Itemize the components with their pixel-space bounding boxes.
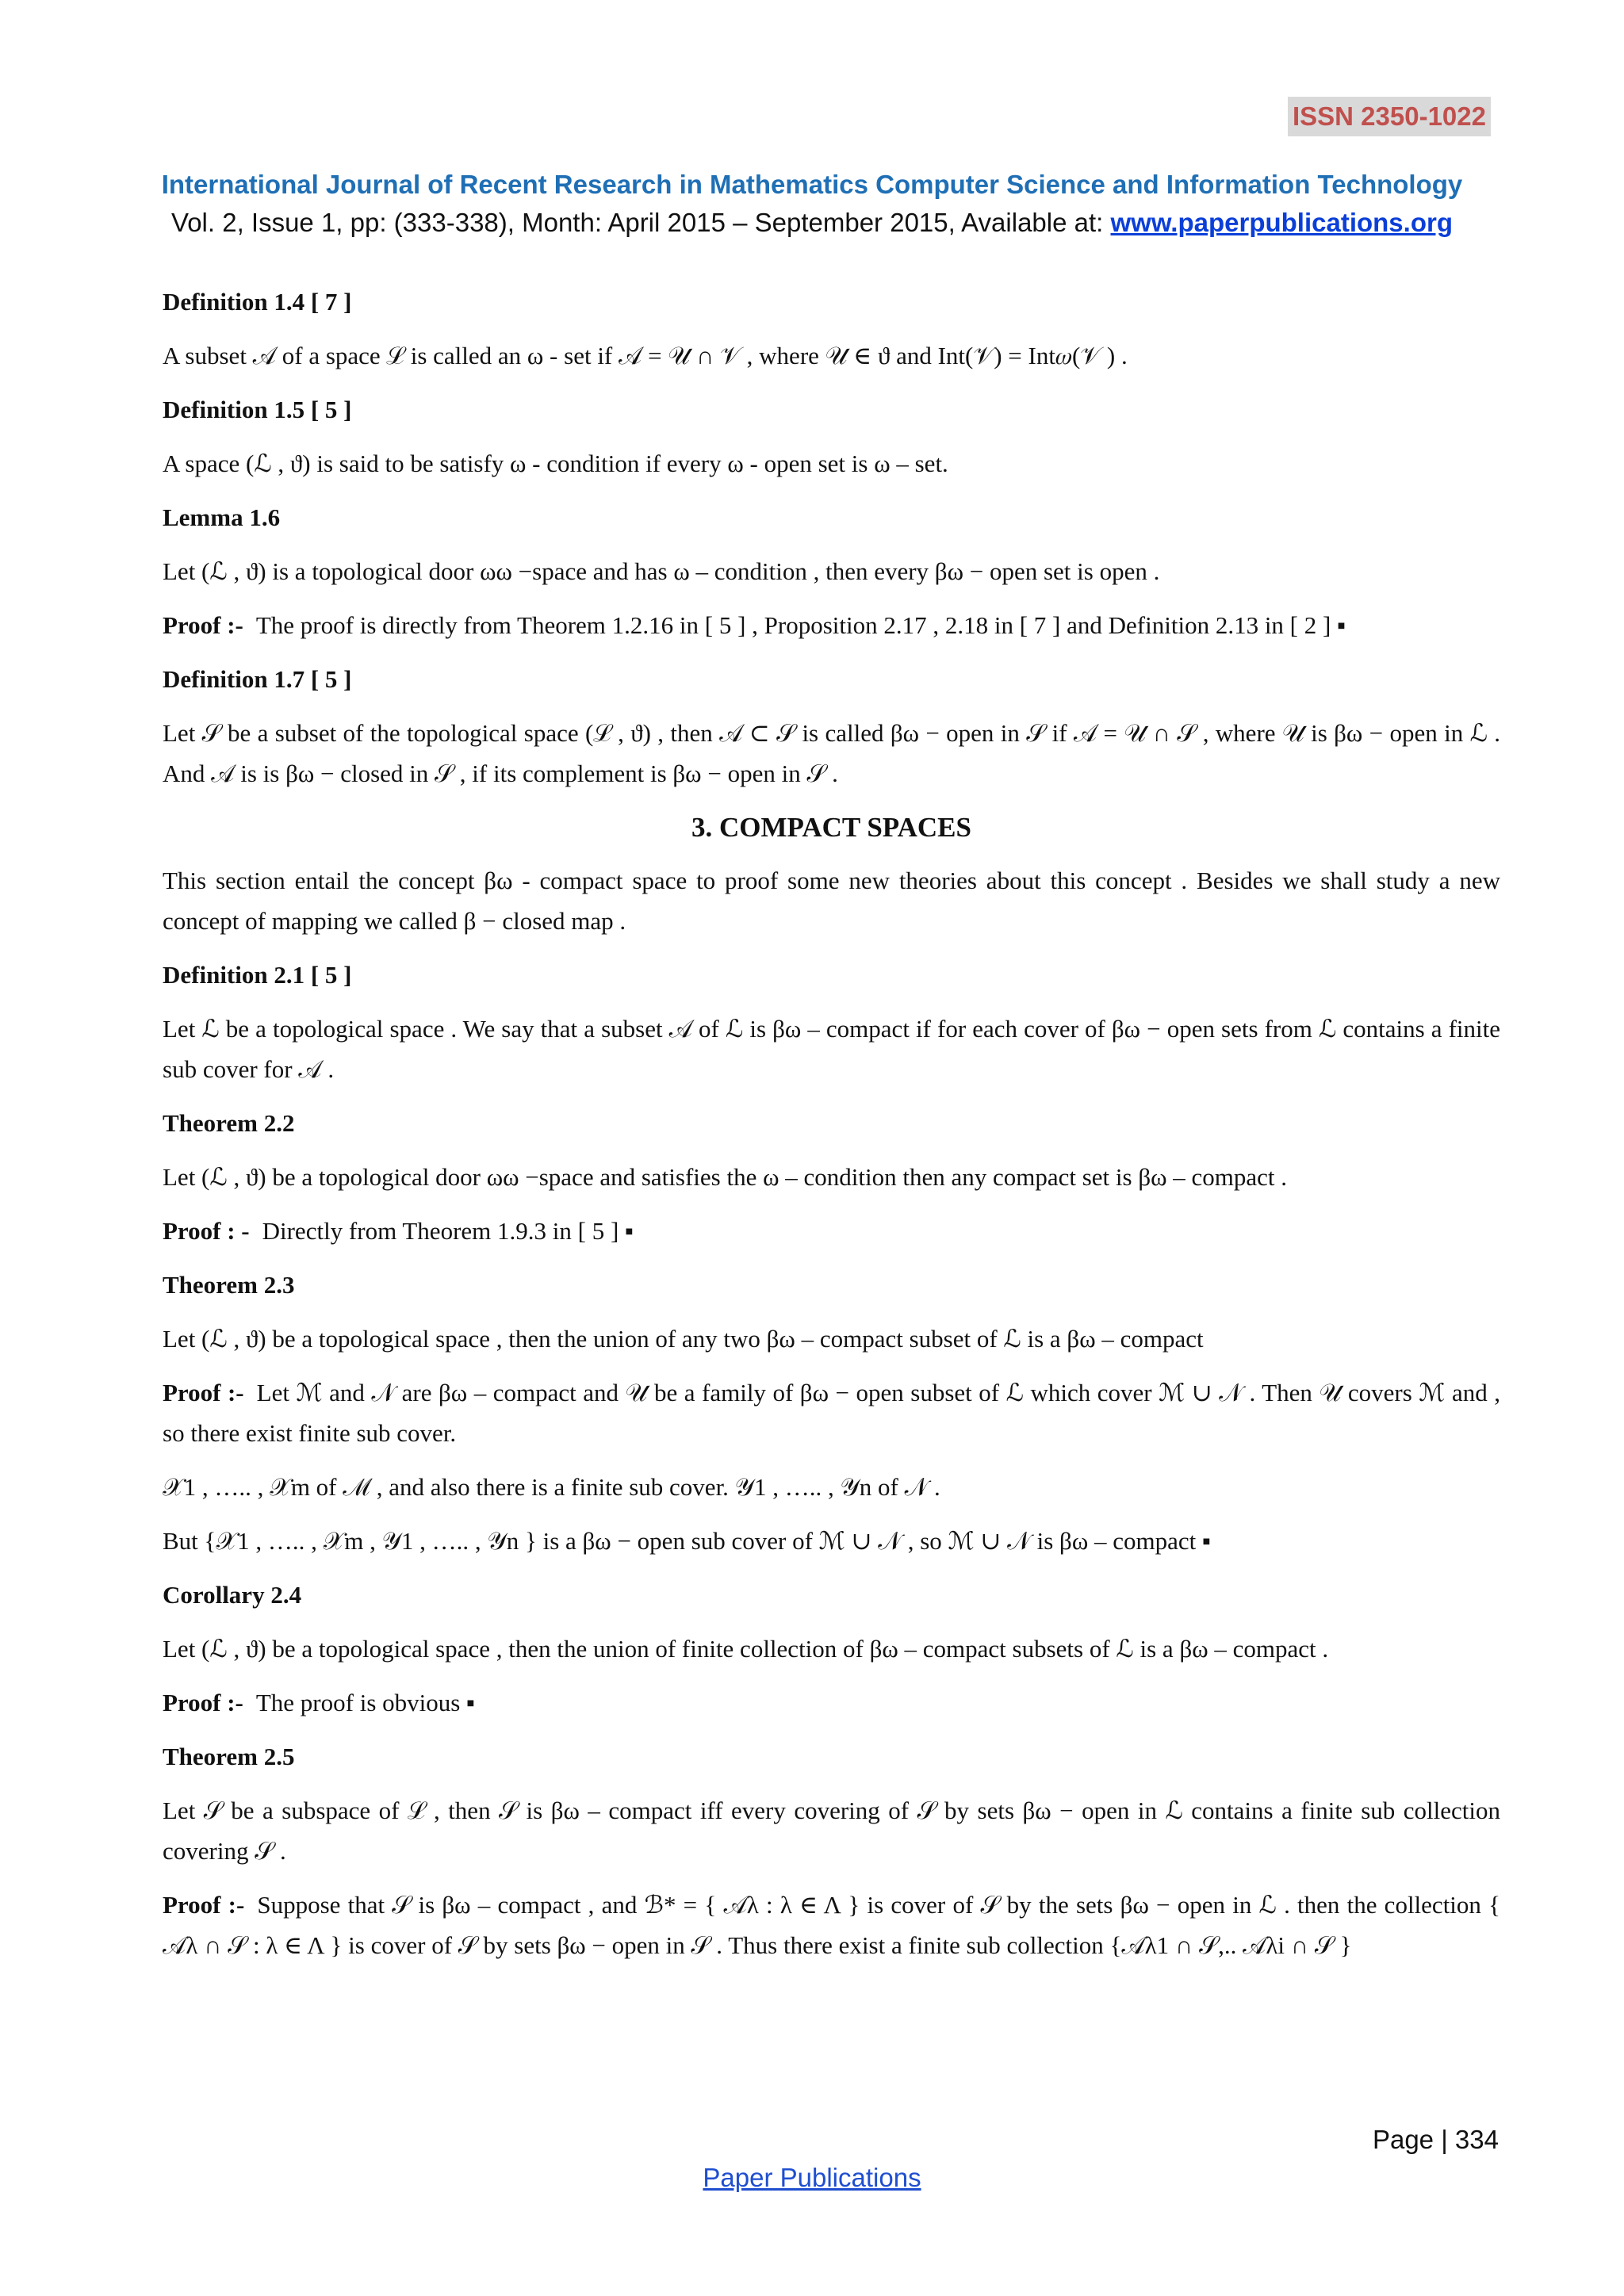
paragraph-text: Directly from Theorem 1.9.3 in [ 5 ] ▪	[262, 1217, 634, 1245]
section-heading: 3. COMPACT SPACES	[691, 812, 971, 843]
paragraph	[163, 1467, 1500, 1507]
paragraph-text: Let 𝒮 be a subset of the topological space (ℒ , ϑ) , then 𝒜 ⊂ 𝒮 is called βω − open in 𝒮 if 𝒜 = 𝒰 ∩ 𝒮 , where 𝒰 is βω − open in ℒ . And 𝒜 is is βω − closed in 𝒮 , if its complement is βω − open in 𝒮 .	[163, 719, 1500, 787]
paragraph	[163, 1157, 1500, 1197]
proof-label: Proof :-	[163, 1891, 245, 1919]
proof-label: Proof :-	[163, 1379, 244, 1406]
paragraph-text: The proof is directly from Theorem 1.2.16 in [ 5 ] , Proposition 2.17 , 2.18 in [ 7 ] and Definition 2.13 in [ 2 ] ▪	[255, 611, 1346, 639]
paragraph-text: Suppose that 𝒮 is βω – compact , and ℬ* = { 𝒜λ : λ ∈ Λ } is cover of 𝒮 by the sets βω − open in ℒ . then the collection { 𝒜λ ∩ 𝒮 : λ ∈ Λ } is cover of 𝒮 by sets βω − open in 𝒮 . Thus there exist a finite sub collection {𝒜λ1 ∩ 𝒮,.. 𝒜λi ∩ 𝒮 }	[163, 1891, 1501, 1959]
proof-label: Proof :-	[163, 1689, 243, 1716]
journal-website-link[interactable]: www.paperpublications.org	[1110, 208, 1453, 237]
theorem-heading: Lemma 1.6	[163, 503, 281, 531]
page-number: Page | 334	[1372, 2125, 1499, 2154]
proof-paragraph	[163, 1372, 1500, 1453]
paragraph	[163, 1521, 1500, 1561]
paragraph-text: This section entail the concept βω - compact space to proof some new theories about this concept . Besides we shall study a new concept of mapping we called β − closed map .	[163, 867, 1500, 935]
theorem-heading: Theorem 2.2	[163, 1109, 295, 1137]
proof-paragraph	[163, 605, 1500, 645]
paragraph-text: A space (ℒ , ϑ) is said to be satisfy ω - condition if every ω - open set is ω – set.	[163, 450, 948, 477]
paragraph-text: Let (ℒ , ϑ) be a topological space , then the union of any two βω – compact subset of ℒ is a βω – compact	[163, 1325, 1204, 1353]
paragraph	[163, 1628, 1500, 1669]
paragraph-text: But {𝒳1 , ….. , 𝒳m , 𝒴1 , ….. , 𝒴n } is a βω − open sub cover of ℳ ∪ 𝒩 , so ℳ ∪ 𝒩 is βω – compact ▪	[163, 1527, 1211, 1555]
proof-paragraph	[163, 1211, 1500, 1251]
proof-label: Proof :-	[163, 611, 243, 639]
theorem-heading: Definition 1.5 [ 5 ]	[163, 396, 352, 423]
volume-info	[95, 208, 1529, 238]
article-body	[163, 281, 1500, 1979]
paragraph-text: Let (ℒ , ϑ) be a topological space , then the union of finite collection of βω – compact subsets of ℒ is a βω – compact .	[163, 1635, 1329, 1663]
theorem-heading: Corollary 2.4	[163, 1581, 302, 1609]
paragraph	[163, 335, 1500, 376]
paragraph	[163, 551, 1500, 591]
paragraph-text: Let ℳ and 𝒩 are βω – compact and 𝒰 be a family of βω − open subset of ℒ which cover ℳ ∪ 𝒩 . Then 𝒰 covers ℳ and , so there exist finite sub cover.	[163, 1379, 1501, 1447]
paragraph-text: Let (ℒ , ϑ) be a topological door ωω −space and satisfies the ω – condition then any compact set is βω – compact .	[163, 1163, 1288, 1191]
theorem-heading: Theorem 2.3	[163, 1271, 295, 1299]
proof-paragraph	[163, 1682, 1500, 1723]
paragraph	[163, 443, 1500, 484]
issn-label: ISSN 2350-1022	[1288, 97, 1491, 136]
paragraph	[163, 860, 1500, 941]
paragraph	[163, 1790, 1500, 1871]
paragraph-text: Let 𝒮 be a subspace of ℒ , then 𝒮 is βω – compact iff every covering of 𝒮 by sets βω − open in ℒ contains a finite sub collection covering 𝒮 .	[163, 1797, 1500, 1865]
paragraph-text: Let ℒ be a topological space . We say that a subset 𝒜 of ℒ is βω – compact if for each cover of βω − open sets from ℒ contains a finite sub cover for 𝒜 .	[163, 1015, 1500, 1083]
paragraph	[163, 1008, 1500, 1089]
volume-text: Vol. 2, Issue 1, pp: (333-338), Month: April 2015 – September 2015, Available at:	[171, 208, 1111, 237]
theorem-heading: Theorem 2.5	[163, 1743, 295, 1770]
theorem-heading: Definition 1.4 [ 7 ]	[163, 288, 352, 316]
publisher-link[interactable]: Paper Publications	[703, 2163, 921, 2192]
paragraph-text: 𝒳1 , ….. , 𝒳m of ℳ , and also there is a finite sub cover. 𝒴1 , ….. , 𝒴n of 𝒩 .	[163, 1473, 940, 1501]
theorem-heading: Definition 2.1 [ 5 ]	[163, 961, 352, 989]
paragraph-text: A subset 𝒜 of a space ℒ is called an ω - set if 𝒜 = 𝒰 ∩ 𝒱 , where 𝒰 ∈ ϑ and Int(𝒱) = Int𝜔(𝒱 ) .	[163, 342, 1128, 369]
theorem-heading: Definition 1.7 [ 5 ]	[163, 665, 352, 693]
journal-title: International Journal of Recent Research in Mathematics Computer Science and Information Technology	[161, 170, 1463, 199]
paragraph-text: Let (ℒ , ϑ) is a topological door ωω −space and has ω – condition , then every βω − open set is open .	[163, 557, 1160, 585]
paragraph-text: The proof is obvious ▪	[255, 1689, 476, 1716]
proof-paragraph	[163, 1885, 1500, 1965]
proof-label: Proof : -	[163, 1217, 250, 1245]
paragraph	[163, 713, 1500, 794]
paragraph	[163, 1318, 1500, 1359]
